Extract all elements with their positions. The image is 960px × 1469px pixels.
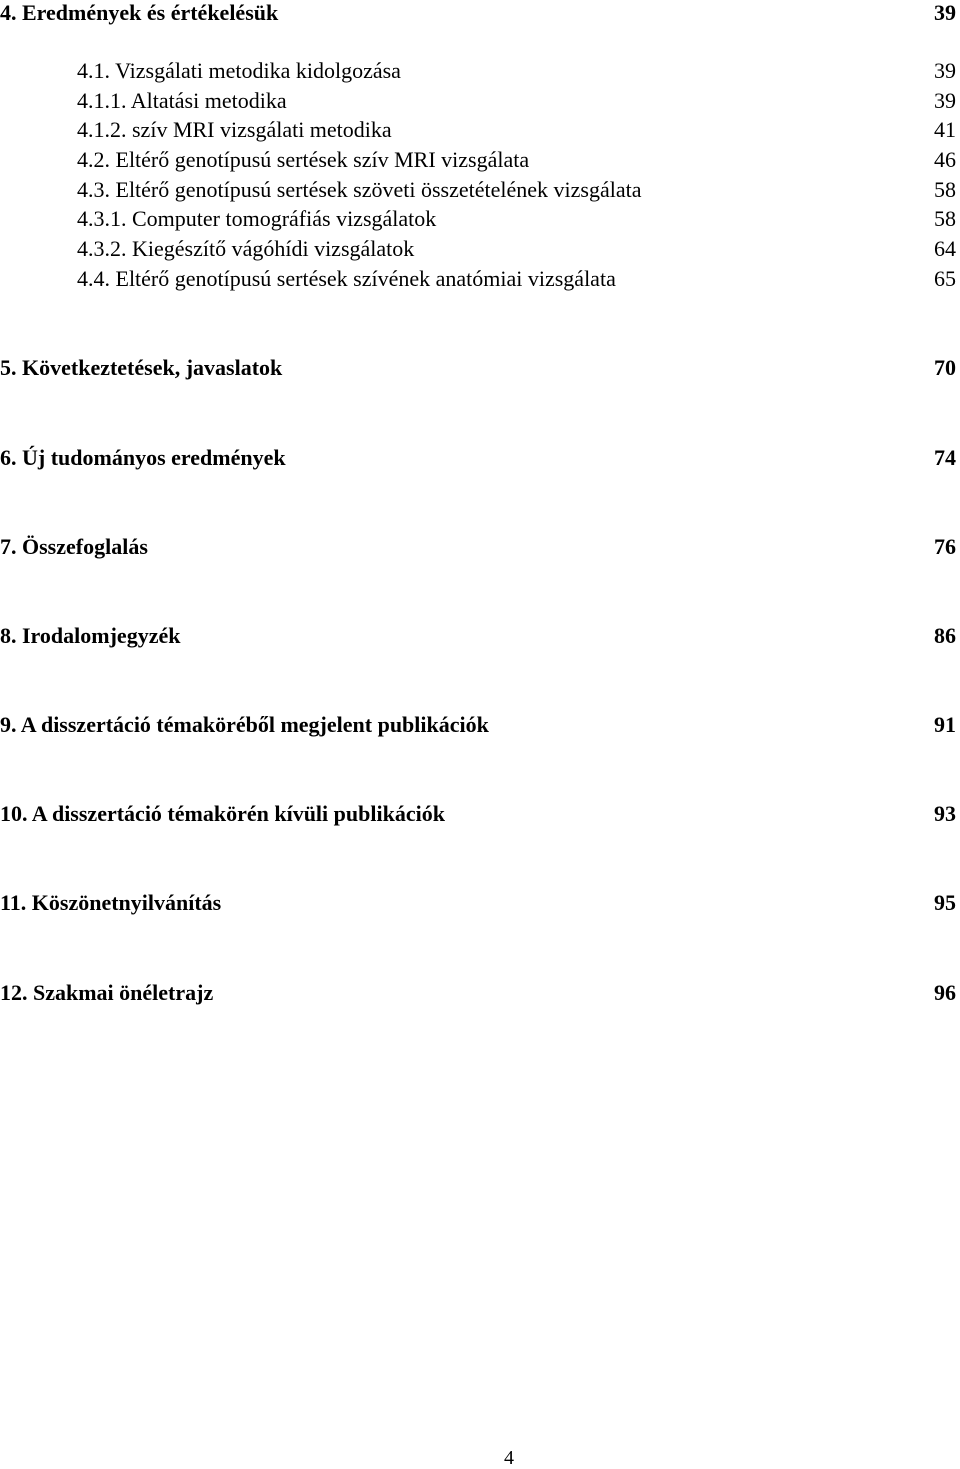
- toc-entry-page: 39: [934, 58, 956, 83]
- toc-entry-4-1[interactable]: [77, 58, 956, 86]
- toc-entry-4-3[interactable]: [77, 177, 956, 205]
- toc-entry-page: 65: [934, 266, 956, 291]
- toc-entry-title: 9. A disszertáció témaköréből megjelent publikációk: [0, 712, 489, 737]
- toc-entry-page: 93: [934, 801, 956, 826]
- toc-entry-4-3-1[interactable]: [77, 206, 956, 234]
- toc-entry-page: 46: [934, 147, 956, 172]
- toc-entry-title: 4. Eredmények és értékelésük: [0, 0, 279, 25]
- toc-entry-page: 96: [934, 980, 956, 1005]
- toc-entry-5[interactable]: [0, 355, 956, 383]
- toc-entry-12[interactable]: [0, 980, 956, 1008]
- toc-entry-page: 41: [934, 117, 956, 142]
- toc-entry-6[interactable]: [0, 445, 956, 473]
- toc-entry-page: 39: [934, 88, 956, 113]
- page-number: 4: [504, 1447, 514, 1469]
- toc-entry-8[interactable]: [0, 623, 956, 651]
- toc-entry-page: 70: [934, 355, 956, 380]
- toc-entry-4-4[interactable]: [77, 266, 956, 294]
- toc-entry-title: 7. Összefoglalás: [0, 534, 148, 559]
- toc-entry-page: 58: [934, 206, 956, 231]
- toc-entry-title: 4.3.2. Kiegészítő vágóhídi vizsgálatok: [77, 236, 415, 261]
- toc-entry-4-1-2[interactable]: [77, 117, 956, 145]
- toc-entry-title: 11. Köszönetnyilvánítás: [0, 890, 222, 915]
- toc-entry-page: 91: [934, 712, 956, 737]
- toc-entry-title: 4.4. Eltérő genotípusú sertések szívének anatómiai vizsgálata: [77, 266, 616, 291]
- toc-entry-7[interactable]: [0, 534, 956, 562]
- toc-entry-page: 39: [934, 0, 956, 25]
- toc-entry-title: 8. Irodalomjegyzék: [0, 623, 181, 648]
- toc-entry-title: 4.1. Vizsgálati metodika kidolgozása: [77, 58, 401, 83]
- toc-entry-9[interactable]: [0, 712, 956, 740]
- toc-entry-10[interactable]: [0, 801, 956, 829]
- toc-entry-4-3-2[interactable]: [77, 236, 956, 264]
- toc-entry-page: 86: [934, 623, 956, 648]
- toc-entry-title: 4.1.1. Altatási metodika: [77, 88, 287, 113]
- toc-entry-title: 12. Szakmai önéletrajz: [0, 980, 214, 1005]
- toc-entry-title: 5. Következtetések, javaslatok: [0, 355, 283, 380]
- toc-entry-page: 58: [934, 177, 956, 202]
- toc-entry-page: 64: [934, 236, 956, 261]
- toc-entry-4-1-1[interactable]: [77, 88, 956, 116]
- toc-entry-title: 4.3.1. Computer tomográfiás vizsgálatok: [77, 206, 437, 231]
- toc-entry-title: 6. Új tudományos eredmények: [0, 445, 286, 470]
- toc-entry-title: 4.3. Eltérő genotípusú sertések szöveti összetételének vizsgálata: [77, 177, 642, 202]
- toc-entry-11[interactable]: [0, 890, 956, 918]
- toc-entry-title: 4.2. Eltérő genotípusú sertések szív MRI vizsgálata: [77, 147, 530, 172]
- toc-entry-page: 74: [934, 445, 956, 470]
- toc-entry-4[interactable]: [0, 0, 956, 28]
- toc-entry-title: 4.1.2. szív MRI vizsgálati metodika: [77, 117, 392, 142]
- toc-entry-4-2[interactable]: [77, 147, 956, 175]
- toc-entry-title: 10. A disszertáció témakörén kívüli publikációk: [0, 801, 445, 826]
- toc-entry-page: 95: [934, 890, 956, 915]
- toc-entry-page: 76: [934, 534, 956, 559]
